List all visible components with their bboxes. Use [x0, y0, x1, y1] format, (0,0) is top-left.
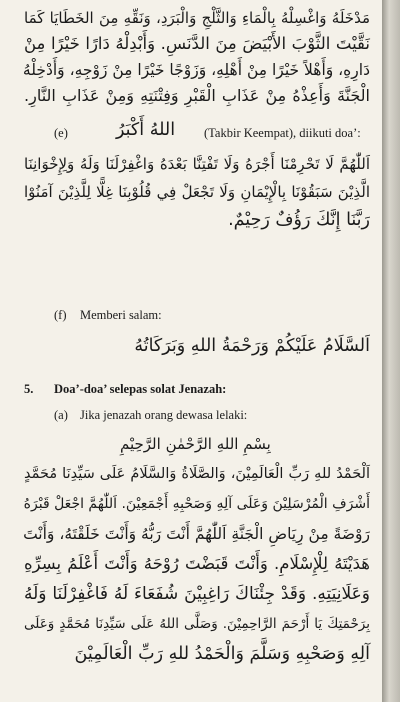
- section-f-label: (f): [54, 308, 67, 322]
- basmalah: بِسْمِ اللهِ الرَّحْمٰنِ الرَّحِيْمِ: [120, 435, 271, 453]
- arabic-line: أَشْرَفِ الْمُرْسَلِيْنَ وَعَلَى آلِهِ وَصَحْبِهِ أَجْمَعِيْنَ. اَللّٰهُمَّ اجْعَلْ قَبْرَهُ: [23, 496, 370, 512]
- section-5-heading: Doa’-doa’ selepas solat Jenazah:: [54, 382, 227, 396]
- arabic-line: الَّذِيْنَ سَبَقُوْنَا بِالْإِيْمَانِ وَلَا تَجْعَلْ فِي قُلُوْبِنَا غِلًّا لِلَّذِيْنَ آمَنُوْا: [24, 183, 370, 201]
- arabic-line: اَللّٰهُمَّ لَا تَحْرِمْنَا أَجْرَهُ وَلَا تَفْتِنَّا بَعْدَهُ وَاغْفِرْلَنَا وَلَهُ وَلِإِخْوَانِنَا: [24, 155, 370, 173]
- arabic-line: آلِهِ وَصَحْبِهِ وَسَلَّمَ وَالْحَمْدُ للهِ رَبِّ الْعَالَمِيْنَ: [74, 644, 370, 664]
- section-5-number: 5.: [24, 382, 34, 396]
- arabic-line: هَدَيْتَهُ لِلْإِسْلَامِ. وَأَنْتَ قَبَضْتَ رُوْحَهُ وَأَنْتَ أَعْلَمُ بِسِرِّهِ: [24, 554, 370, 573]
- takbir-arabic: اللهُ أَكْبَرُ: [116, 120, 176, 140]
- arabic-line: نَقَّيْتَ الثَّوْبَ الأَبْيَضَ مِنَ الدَّنَسِ. وَأَبْدِلْهُ دَارًا خَيْرًا مِنْ: [24, 34, 370, 53]
- arabic-line: اَلْحَمْدُ للهِ رَبِّ الْعَالَمِيْنَ، وَالصَّلَاةُ وَالسَّلَامُ عَلَى سَيِّدِنَا مُحَمَّدٍ: [24, 466, 370, 482]
- arabic-line: مَدْخَلَهُ وَاغْسِلْهُ بِالْمَاءِ وَالثَّلْجِ وَالْبَرَدِ، وَنَقِّهِ مِنَ الخَطَايَا كَمَا: [24, 9, 370, 27]
- arabic-line: وَعَلَانِيَتِهِ. وَقَدْ جِئْنَاكَ رَاغِبِيْنَ شُفَعَاءَ لَهُ فَاغْفِرْلَنَا وَلَهُ: [24, 584, 370, 604]
- arabic-line: الْجَنَّةَ وَأَعِذْهُ مِنْ عَذَابِ الْقَبْرِ وَفِتْنَتِهِ وَمِنْ عَذَابِ النَّارِ.: [24, 86, 370, 105]
- salam-arabic: اَلسَّلَامُ عَلَيْكُمْ وَرَحْمَةُ اللهِ وَبَرَكَاتُهُ: [134, 336, 370, 356]
- arabic-line: دَارِهِ، وَأَهْلاً خَيْرًا مِنْ أَهْلِهِ، وَزَوْجًا خَيْرًا مِنْ زَوْجِهِ، وَأَدْخِلْهُ: [22, 61, 370, 79]
- section-e-label: (e): [54, 126, 68, 140]
- section-f-text: Memberi salam:: [80, 308, 162, 322]
- section-5a-label: (a): [54, 408, 68, 422]
- section-5a-text: Jika jenazah orang dewasa lelaki:: [80, 408, 248, 422]
- arabic-line: بِرَحْمَتِكَ يَا أَرْحَمَ الرَّاحِمِيْنَ. وَصَلَّى اللهُ عَلَى سَيِّدِنَا مُحَمَّدٍ وَعَلَى: [24, 616, 370, 632]
- arabic-line: رَبَّنَا إِنَّكَ رَؤُفٌ رَحِيْمٌ.: [228, 210, 370, 230]
- book-spine: [382, 0, 400, 702]
- arabic-line: رَوْضَةً مِنْ رِيَاضِ الْجَنَّةِ اَللّٰهُمَّ أَنْتَ رَبُّهُ وَأَنْتَ خَلَقْتَهُ، وَأَنْتَ: [23, 525, 370, 543]
- section-e-text: (Takbir Keempat), diikuti doa’:: [204, 126, 361, 140]
